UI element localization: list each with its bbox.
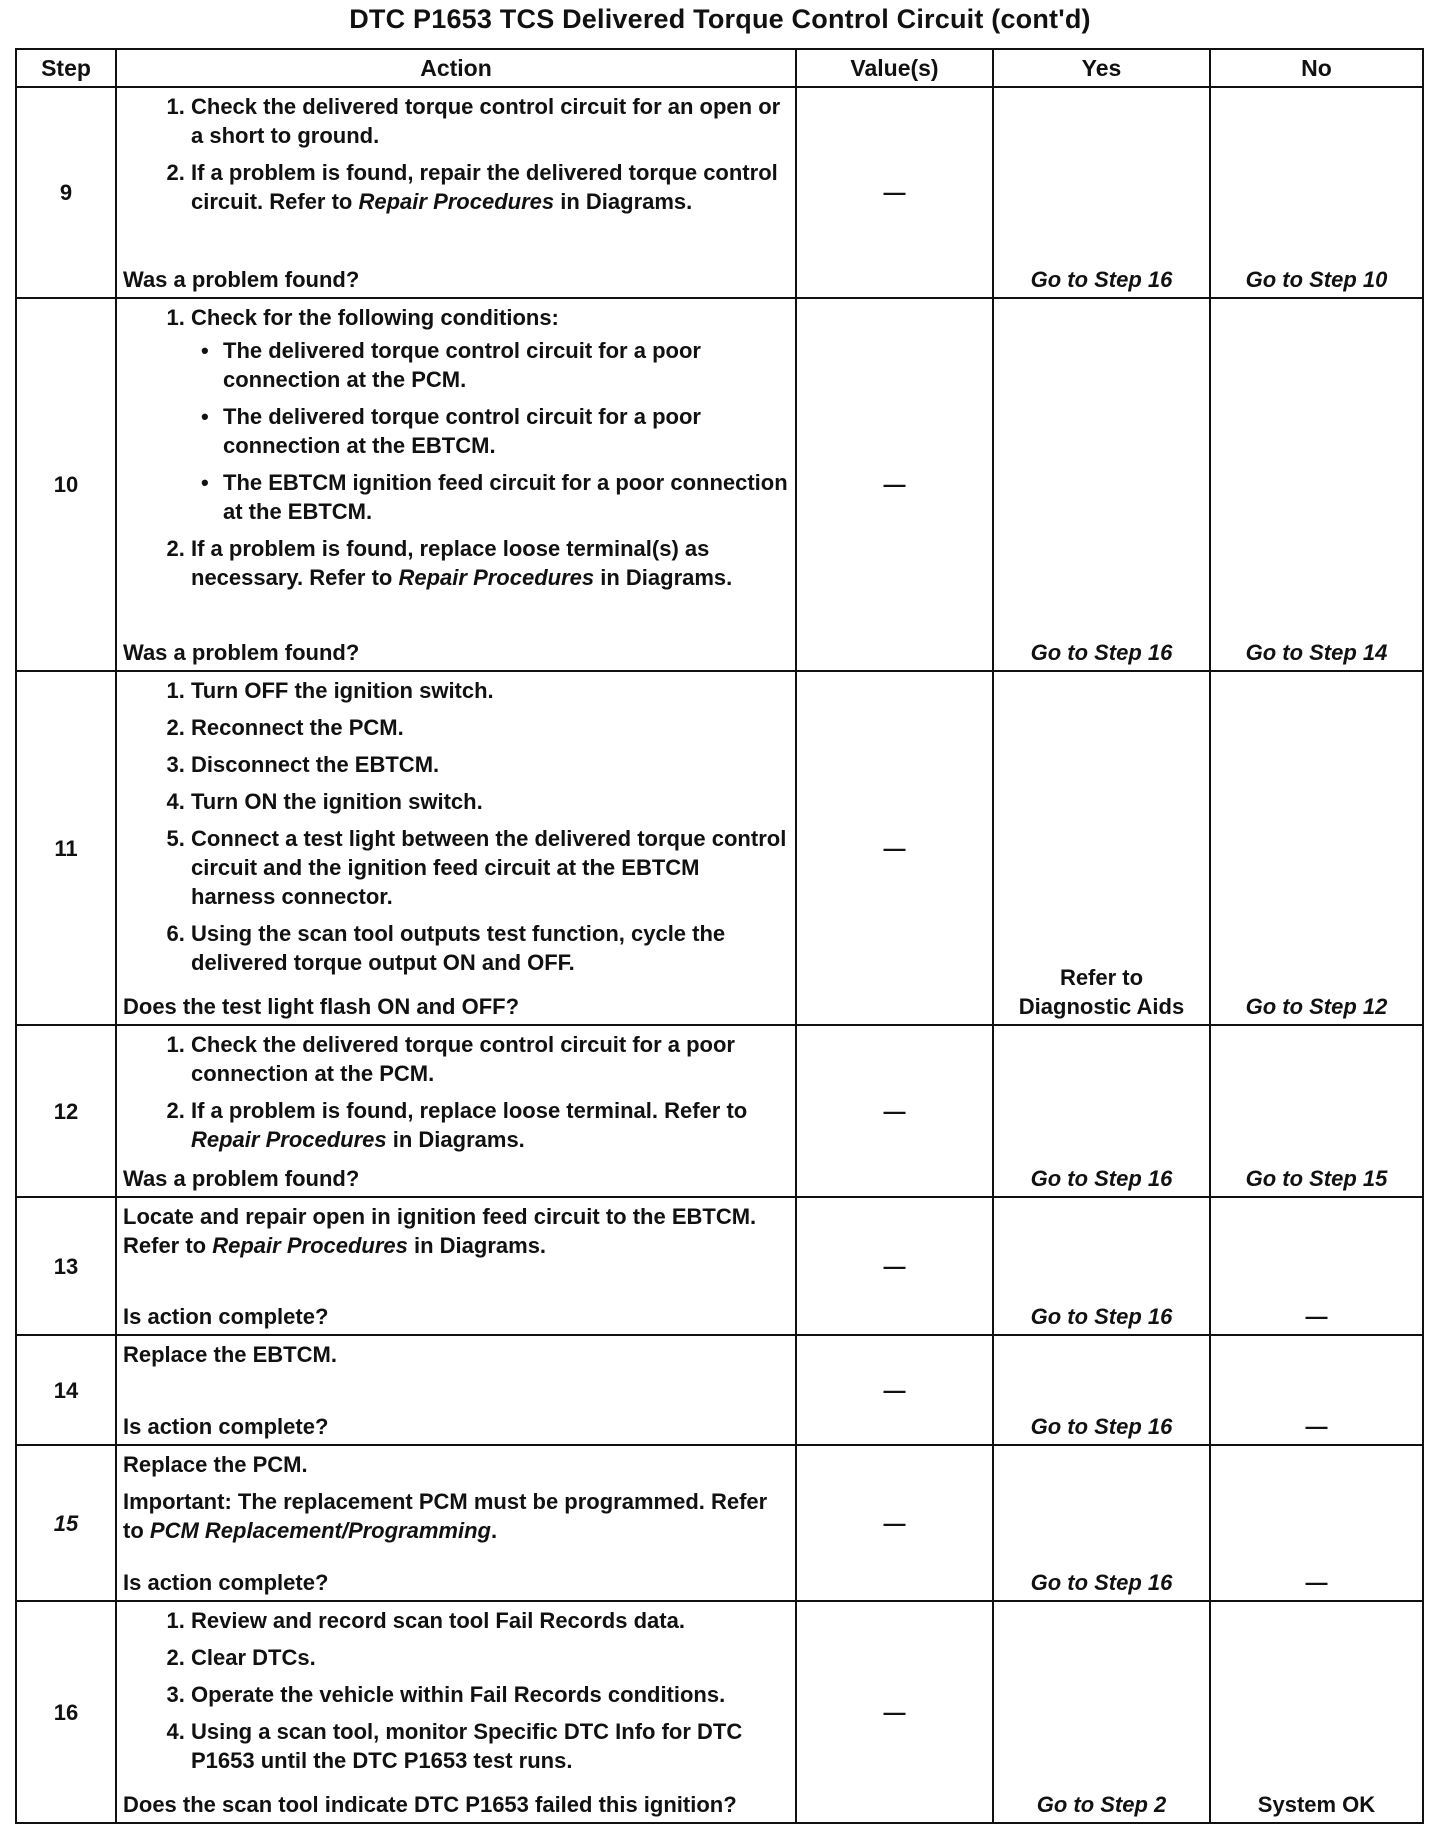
value-cell: — xyxy=(796,671,993,1025)
yes-cell xyxy=(993,1025,1210,1197)
step-number: 14 xyxy=(16,1335,116,1445)
step-number: 10 xyxy=(16,298,116,671)
no-cell xyxy=(1210,1601,1423,1823)
table-row xyxy=(16,1335,1423,1445)
value-cell: — xyxy=(796,87,993,298)
header-no: No xyxy=(1210,49,1423,87)
value-cell: — xyxy=(796,298,993,671)
action-item: 2. Clear DTCs. xyxy=(191,1643,789,1672)
important-note: Important: The replacement PCM must be programmed. Refer to PCM Replacement/Programming. xyxy=(123,1489,768,1543)
value-cell: — xyxy=(796,1025,993,1197)
value-cell: — xyxy=(796,1445,993,1601)
no-cell xyxy=(1210,1445,1423,1601)
action-cell xyxy=(116,298,796,671)
no-cell xyxy=(1210,1197,1423,1335)
header-action: Action xyxy=(116,49,796,87)
action-item: 1. Check the delivered torque control circuit for a poor connection at the PCM. xyxy=(191,1030,789,1088)
table-row xyxy=(16,1025,1423,1197)
action-cell xyxy=(116,1197,796,1335)
yes-outcome: Go to Step 16 xyxy=(1030,1166,1173,1191)
yes-cell xyxy=(993,1197,1210,1335)
action-question: Was a problem found? xyxy=(123,1166,360,1191)
table-header-row xyxy=(16,49,1423,87)
action-question: Is action complete? xyxy=(123,1570,329,1595)
header-step: Step xyxy=(16,49,116,87)
action-cell xyxy=(116,87,796,298)
yes-outcome: Go to Step 16 xyxy=(1030,640,1173,665)
action-item: 3. Disconnect the EBTCM. xyxy=(191,750,789,779)
value-cell: — xyxy=(796,1335,993,1445)
no-outcome: — xyxy=(1305,1570,1328,1595)
action-cell xyxy=(116,1335,796,1445)
action-question: Was a problem found? xyxy=(123,640,360,665)
action-item: 3. Operate the vehicle within Fail Records conditions. xyxy=(191,1680,789,1709)
no-outcome: Go to Step 12 xyxy=(1245,994,1388,1019)
action-question: Is action complete? xyxy=(123,1414,329,1439)
diagnostic-table xyxy=(15,48,1424,1824)
action-item: 2. If a problem is found, repair the delivered torque control circuit. Refer to Repair Procedures in Diagrams. xyxy=(191,158,789,216)
action-cell xyxy=(116,1025,796,1197)
yes-outcome: Go to Step 16 xyxy=(1030,1304,1173,1329)
no-cell xyxy=(1210,1025,1423,1197)
action-cell xyxy=(116,1601,796,1823)
step-number: 12 xyxy=(16,1025,116,1197)
header-yes: Yes xyxy=(993,49,1210,87)
action-item: 1. Check the delivered torque control circuit for an open or a short to ground. xyxy=(191,92,789,150)
action-item: 2. Reconnect the PCM. xyxy=(191,713,789,742)
action-question: Was a problem found? xyxy=(123,267,360,292)
action-item: 1. Turn OFF the ignition switch. xyxy=(191,676,789,705)
action-item: 5. Connect a test light between the delivered torque control circuit and the ignition feed circuit at the EBTCM harness connector. xyxy=(191,824,789,911)
value-cell: — xyxy=(796,1197,993,1335)
step-number: 16 xyxy=(16,1601,116,1823)
yes-cell xyxy=(993,671,1210,1025)
action-item: 1. Review and record scan tool Fail Records data. xyxy=(191,1606,789,1635)
table-row xyxy=(16,87,1423,298)
table-row xyxy=(16,1445,1423,1601)
yes-outcome: Go to Step 16 xyxy=(1030,1414,1173,1439)
action-question: Does the test light flash ON and OFF? xyxy=(123,994,520,1019)
action-item: 2. If a problem is found, replace loose terminal. Refer to Repair Procedures in Diagrams. xyxy=(191,1096,789,1154)
yes-cell xyxy=(993,1601,1210,1823)
yes-outcome: Go to Step 16 xyxy=(1030,1570,1173,1595)
yes-outcome: Refer to Diagnostic Aids xyxy=(1018,965,1185,1019)
page-title: DTC P1653 TCS Delivered Torque Control Circuit (cont'd) xyxy=(349,4,1091,34)
yes-outcome: Go to Step 16 xyxy=(1030,267,1173,292)
action-item: 2. If a problem is found, replace loose terminal(s) as necessary. Refer to Repair Procedures in Diagrams. xyxy=(191,534,789,592)
action-item: 1. Check for the following conditions: • The delivered torque control circuit for a poor connection at the PCM. • The delivered torque control circuit for a poor connection at the EBTCM. • The EBTCM ignition feed circuit for a poor connection at the EBTCM. xyxy=(191,303,789,526)
yes-cell xyxy=(993,1445,1210,1601)
yes-outcome: Go to Step 2 xyxy=(1036,1792,1167,1817)
table-row xyxy=(16,1601,1423,1823)
action-question: Does the scan tool indicate DTC P1653 failed this ignition? xyxy=(123,1792,737,1817)
action-question: Is action complete? xyxy=(123,1304,329,1329)
action-item: 4. Turn ON the ignition switch. xyxy=(191,787,789,816)
no-cell xyxy=(1210,298,1423,671)
step-number: 15 xyxy=(16,1445,116,1601)
no-cell xyxy=(1210,671,1423,1025)
header-values: Value(s) xyxy=(796,49,993,87)
step-number: 9 xyxy=(16,87,116,298)
no-cell xyxy=(1210,1335,1423,1445)
condition-item: • The EBTCM ignition feed circuit for a poor connection at the EBTCM. xyxy=(223,468,789,526)
yes-cell xyxy=(993,1335,1210,1445)
no-cell xyxy=(1210,87,1423,298)
yes-cell xyxy=(993,298,1210,671)
no-outcome: — xyxy=(1305,1414,1328,1439)
no-outcome: Go to Step 14 xyxy=(1245,640,1388,665)
table-row xyxy=(16,671,1423,1025)
no-outcome: Go to Step 10 xyxy=(1245,267,1388,292)
condition-item: • The delivered torque control circuit for a poor connection at the EBTCM. xyxy=(223,402,789,460)
action-item: 4. Using a scan tool, monitor Specific DTC Info for DTC P1653 until the DTC P1653 test runs. xyxy=(191,1717,789,1775)
step-number: 11 xyxy=(16,671,116,1025)
action-cell xyxy=(116,1445,796,1601)
yes-cell xyxy=(993,87,1210,298)
action-text: Replace the PCM. xyxy=(123,1452,308,1477)
action-text: Replace the EBTCM. xyxy=(123,1342,337,1367)
step-number: 13 xyxy=(16,1197,116,1335)
table-row xyxy=(16,298,1423,671)
no-outcome: System OK xyxy=(1257,1792,1376,1817)
no-outcome: — xyxy=(1305,1304,1328,1329)
condition-item: • The delivered torque control circuit for a poor connection at the PCM. xyxy=(223,336,789,394)
value-cell: — xyxy=(796,1601,993,1823)
table-row xyxy=(16,1197,1423,1335)
no-outcome: Go to Step 15 xyxy=(1245,1166,1388,1191)
action-item: 6. Using the scan tool outputs test function, cycle the delivered torque output ON and OFF. xyxy=(191,919,789,977)
action-text: Locate and repair open in ignition feed circuit to the EBTCM. Refer to Repair Procedures in Diagrams. xyxy=(123,1204,757,1258)
action-cell xyxy=(116,671,796,1025)
